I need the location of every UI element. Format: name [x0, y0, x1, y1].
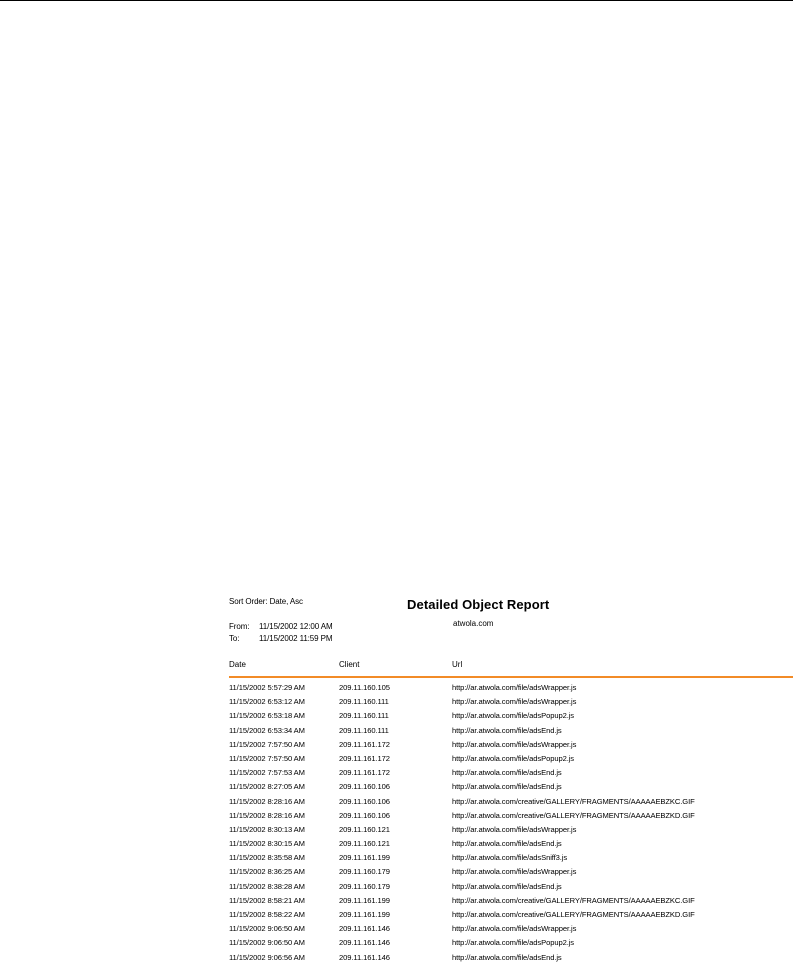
- table-row: [229, 697, 793, 711]
- cell-client: 209.11.160.121: [339, 839, 390, 849]
- cell-url: http://ar.atwola.com/file/adsEnd.js: [452, 725, 562, 735]
- table-row: [229, 896, 793, 910]
- column-header-client: Client: [339, 660, 360, 669]
- table-row: [229, 938, 793, 952]
- cell-url: http://ar.atwola.com/creative/GALLERY/FRAGMENTS/AAAAAEBZKD.GIF: [452, 810, 695, 820]
- cell-date: 11/15/2002 8:58:21 AM: [229, 895, 305, 905]
- table-row: [229, 726, 793, 740]
- cell-date: 11/15/2002 7:57:50 AM: [229, 753, 305, 763]
- table-row: [229, 782, 793, 796]
- cell-date: 11/15/2002 7:57:50 AM: [229, 739, 305, 749]
- table-row: [229, 953, 793, 967]
- from-label: From:: [229, 622, 250, 631]
- cell-date: 11/15/2002 5:57:29 AM: [229, 683, 305, 692]
- table-row: [229, 740, 793, 754]
- cell-client: 209.11.160.179: [339, 867, 390, 877]
- table-row: [229, 711, 793, 725]
- cell-url: http://ar.atwola.com/file/adsEnd.js: [452, 952, 562, 962]
- table-row: [229, 811, 793, 825]
- table-row: [229, 924, 793, 938]
- cell-client: 209.11.161.199: [339, 910, 390, 919]
- cell-date: 11/15/2002 8:28:16 AM: [229, 796, 305, 806]
- cell-url: http://ar.atwola.com/file/adsWrapper.js: [452, 697, 577, 707]
- table-row: [229, 683, 793, 697]
- column-header-date: Date: [229, 660, 246, 669]
- cell-url: http://ar.atwola.com/file/adsPopup2.js: [452, 753, 574, 763]
- cell-client: 209.11.160.105: [339, 683, 390, 692]
- page-top-rule: [0, 0, 793, 1]
- cell-date: 11/15/2002 6:53:18 AM: [229, 711, 305, 721]
- cell-client: 209.11.160.111: [339, 725, 389, 735]
- cell-url: http://ar.atwola.com/file/adsWrapper.js: [452, 924, 577, 934]
- cell-url: http://ar.atwola.com/file/adsEnd.js: [452, 881, 562, 891]
- table-row: [229, 825, 793, 839]
- table-row: [229, 839, 793, 853]
- table-row: [229, 882, 793, 896]
- column-header-url: Url: [452, 660, 463, 669]
- to-value: 11/15/2002 11:59 PM: [259, 634, 333, 643]
- cell-url: http://ar.atwola.com/file/adsWrapper.js: [452, 739, 577, 749]
- cell-client: 209.11.161.172: [339, 753, 390, 763]
- cell-client: 209.11.161.146: [339, 938, 390, 948]
- cell-url: http://ar.atwola.com/file/adsWrapper.js: [452, 824, 577, 834]
- cell-client: 209.11.160.106: [339, 810, 390, 820]
- cell-url: http://ar.atwola.com/file/adsEnd.js: [452, 839, 562, 849]
- table-row: [229, 910, 793, 924]
- cell-date: 11/15/2002 6:53:34 AM: [229, 725, 305, 735]
- date-range-from: [229, 622, 333, 631]
- cell-date: 11/15/2002 9:06:50 AM: [229, 924, 305, 934]
- cell-date: 11/15/2002 8:27:05 AM: [229, 782, 305, 792]
- cell-url: http://ar.atwola.com/file/adsWrapper.js: [452, 683, 577, 692]
- cell-date: 11/15/2002 8:30:15 AM: [229, 839, 305, 849]
- cell-url: http://ar.atwola.com/file/adsEnd.js: [452, 768, 562, 778]
- cell-client: 209.11.161.199: [339, 895, 390, 905]
- report-title: Detailed Object Report: [407, 597, 550, 612]
- cell-client: 209.11.160.106: [339, 796, 390, 806]
- table-row: [229, 867, 793, 881]
- cell-url: http://ar.atwola.com/file/adsPopup2.js: [452, 938, 574, 948]
- cell-client: 209.11.160.179: [339, 881, 390, 891]
- detailed-object-report: [229, 590, 793, 967]
- cell-date: 11/15/2002 9:06:50 AM: [229, 938, 305, 948]
- cell-client: 209.11.161.146: [339, 924, 390, 934]
- cell-date: 11/15/2002 7:57:53 AM: [229, 768, 305, 778]
- cell-url: http://ar.atwola.com/creative/GALLERY/FRAGMENTS/AAAAAEBZKD.GIF: [452, 910, 695, 919]
- header-divider: [229, 676, 793, 678]
- table-row: [229, 853, 793, 867]
- cell-date: 11/15/2002 8:58:22 AM: [229, 910, 305, 919]
- table-row: [229, 797, 793, 811]
- cell-client: 209.11.161.199: [339, 853, 390, 863]
- cell-client: 209.11.160.121: [339, 824, 390, 834]
- cell-date: 11/15/2002 8:36:25 AM: [229, 867, 305, 877]
- table-row: [229, 754, 793, 768]
- sort-order-label: Sort Order: Date, Asc: [229, 597, 303, 606]
- cell-client: 209.11.160.106: [339, 782, 390, 792]
- cell-url: http://ar.atwola.com/creative/GALLERY/FRAGMENTS/AAAAAEBZKC.GIF: [452, 895, 695, 905]
- date-range-to: [229, 634, 332, 643]
- cell-date: 11/15/2002 8:35:58 AM: [229, 853, 305, 863]
- cell-client: 209.11.160.111: [339, 697, 389, 707]
- cell-date: 11/15/2002 8:30:13 AM: [229, 824, 305, 834]
- cell-url: http://ar.atwola.com/file/adsWrapper.js: [452, 867, 577, 877]
- cell-url: http://ar.atwola.com/file/adsEnd.js: [452, 782, 562, 792]
- from-value: 11/15/2002 12:00 AM: [259, 622, 333, 631]
- cell-client: 209.11.161.172: [339, 768, 390, 778]
- cell-date: 11/15/2002 6:53:12 AM: [229, 697, 305, 707]
- table-row: [229, 768, 793, 782]
- cell-url: http://ar.atwola.com/file/adsPopup2.js: [452, 711, 574, 721]
- cell-client: 209.11.161.172: [339, 739, 390, 749]
- cell-date: 11/15/2002 8:38:28 AM: [229, 881, 305, 891]
- to-label: To:: [229, 634, 240, 643]
- cell-date: 11/15/2002 8:28:16 AM: [229, 810, 305, 820]
- cell-url: http://ar.atwola.com/creative/GALLERY/FRAGMENTS/AAAAAEBZKC.GIF: [452, 796, 695, 806]
- report-site: atwola.com: [453, 619, 494, 628]
- cell-client: 209.11.161.146: [339, 952, 390, 962]
- report-rows: [229, 683, 793, 967]
- cell-date: 11/15/2002 9:06:56 AM: [229, 952, 305, 962]
- cell-url: http://ar.atwola.com/file/adsSniff3.js: [452, 853, 568, 863]
- cell-client: 209.11.160.111: [339, 711, 389, 721]
